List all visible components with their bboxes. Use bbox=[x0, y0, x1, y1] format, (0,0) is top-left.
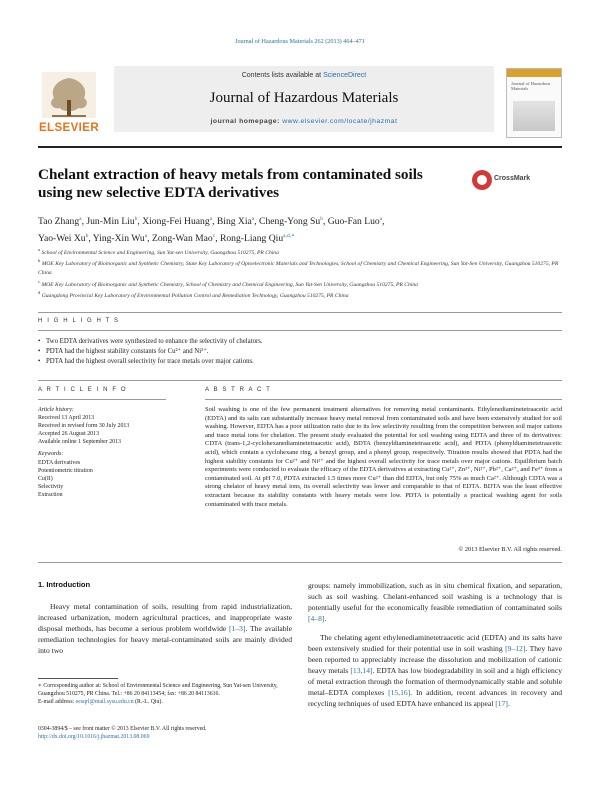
homepage-link[interactable]: www.elsevier.com/locate/jhazmat bbox=[282, 118, 398, 125]
elsevier-wordmark: ELSEVIER bbox=[38, 122, 100, 134]
journal-title: Journal of Hazardous Materials bbox=[209, 90, 399, 106]
highlights-list bbox=[38, 337, 562, 367]
cover-band bbox=[507, 69, 561, 77]
abstract-copyright: © 2013 Elsevier B.V. All rights reserved. bbox=[458, 546, 562, 553]
article-info-heading: A R T I C L E I N F O bbox=[38, 387, 128, 393]
cover-title: Journal of Hazardous Materials bbox=[511, 81, 551, 92]
crossmark-label: CrossMark bbox=[494, 175, 531, 182]
keyword[interactable]: Potentiometric titration bbox=[38, 467, 93, 474]
info-rule-bottom bbox=[38, 399, 166, 400]
highlight-item: • PDTA had the highest stability constants for Cu²⁺ and Ni²⁺. bbox=[38, 347, 562, 357]
footnote-rule bbox=[38, 678, 118, 679]
affiliation: $^a$ School of Environmental Science and Engineering, Sun Yat-sen University, Guangzhou 510275, PR China bbox=[38, 247, 279, 256]
masthead-center bbox=[114, 58, 494, 134]
sciencedirect-link[interactable]: ScienceDirect bbox=[323, 72, 367, 79]
abstract-rule-bottom bbox=[205, 399, 562, 400]
footnote-email-line: E-mail address: eesqrl@mail.sysu.edu.cn (R.-L. Qiu). bbox=[38, 699, 163, 705]
intro-paragraph: Heavy metal contamination of soils, resulting from rapid industrialization, increased urbanization, modern agricultural practices, and inappropriate waste disposal methods, has become a serious problem worldwide [1–3]. The available remediation technologies for heavy metal-contaminated soils are mainly divided into two bbox=[38, 602, 292, 655]
email-link[interactable]: eesqrl@mail.sysu.edu.cn bbox=[75, 699, 134, 705]
crossmark-badge[interactable] bbox=[472, 170, 542, 200]
citation-link[interactable]: [1–3] bbox=[229, 624, 246, 633]
abstract-rule bbox=[38, 562, 562, 563]
journal-homepage bbox=[114, 118, 494, 125]
keywords-label: Keywords: bbox=[38, 451, 64, 458]
author[interactable]: Bing Xia$^a$ bbox=[216, 216, 255, 228]
doi-link[interactable]: http://dx.doi.org/10.1016/j.jhazmat.2013.08.069 bbox=[38, 734, 150, 740]
contents-line bbox=[114, 72, 494, 79]
body-column-left bbox=[38, 580, 292, 656]
article-info bbox=[38, 406, 166, 499]
history-item: Accepted 26 August 2013 bbox=[38, 431, 100, 438]
keyword[interactable]: Selectivity bbox=[38, 483, 64, 490]
cover-image bbox=[513, 101, 555, 131]
author[interactable]: Tao Zhang$^a$ bbox=[38, 216, 82, 228]
corresponding-author-footnote bbox=[38, 682, 292, 706]
abstract-heading: A B S T R A C T bbox=[205, 387, 272, 393]
body-column-right bbox=[308, 580, 562, 709]
author[interactable]: Ying-Xin Wu$^a$ bbox=[92, 233, 148, 245]
affiliation: $^b$ MOE Key Laboratory of Bioinorganic and Synthetic Chemistry, State Key Laboratory of Optoelectronic Materials and Technologies, School of Chemistry and Chemical Engineering, Sun Yat-Sen University, Guangzhou 510275, PR China bbox=[38, 258, 559, 276]
keyword[interactable]: Extraction bbox=[38, 491, 63, 498]
author[interactable]: Guo-Fan Luo$^a$ bbox=[327, 216, 383, 228]
keyword[interactable]: Cu(II) bbox=[38, 475, 53, 482]
author-list: Tao Zhang$^a$, Jun-Min Liu$^b$, Xiong-Fei Huang$^a$, Bing Xia$^a$, Cheng-Yong Su$^b$, Guo-Fan Luo$^a$, Yao-Wei Xu$^b$, Ying-Xin Wu$^a$, Zong-Wan Mao$^c$, Rong-Liang Qiu$^{a,d,∗}$ bbox=[38, 216, 385, 245]
highlight-item: • Two EDTA derivatives were synthesized to enhance the selectivity of chelators. bbox=[38, 337, 562, 347]
author[interactable]: Xiong-Fei Huang$^a$ bbox=[142, 216, 213, 228]
running-head: Journal of Hazardous Materials 262 (2013) 464–471 bbox=[235, 38, 365, 45]
contents-prefix: Contents lists available at bbox=[241, 72, 324, 79]
citation-link[interactable]: [13,14] bbox=[350, 666, 373, 675]
section-title-introduction: 1. Introduction bbox=[38, 580, 91, 589]
crossmark-icon bbox=[472, 170, 492, 190]
elsevier-logo[interactable] bbox=[38, 72, 100, 138]
affiliation: $^d$ Guangdong Provincial Key Laboratory of Environmental Pollution Control and Remediation Technology, Guangzhou 510275, PR China bbox=[38, 289, 349, 299]
author[interactable]: Rong-Liang Qiu$^{a,d,∗}$ bbox=[219, 233, 295, 245]
history-label: Article history: bbox=[38, 407, 74, 413]
citation-link[interactable]: [9–12] bbox=[505, 644, 526, 653]
history-item: Received in revised form 30 July 2013 bbox=[38, 423, 130, 430]
issn-line: 0304-3894/$ – see front matter © 2013 Elsevier B.V. All rights reserved. bbox=[38, 726, 207, 732]
history-item: Available online 1 September 2013 bbox=[38, 439, 121, 446]
journal-cover-thumbnail[interactable] bbox=[506, 68, 562, 138]
info-rule-top bbox=[38, 380, 562, 381]
author[interactable]: Jun-Min Liu$^b$ bbox=[86, 216, 138, 228]
homepage-label: journal homepage: bbox=[210, 118, 280, 125]
author[interactable]: Zong-Wan Mao$^c$ bbox=[151, 233, 216, 245]
article-title: Chelant extraction of heavy metals from contaminated soils using new selective EDTA derivatives bbox=[38, 166, 423, 201]
affiliation: $^c$ MOE Key Laboratory of Bioinorganic and Synthetic Chemistry, School of Chemistry and Chemical Engineering, Sun Yat-Sen University, Guangzhou 510275, PR China bbox=[38, 278, 418, 288]
keyword[interactable]: EDTA derivatives bbox=[38, 459, 81, 466]
abstract-text: Soil washing is one of the few permanent treatment alternatives for removing metal contaminants. Ethylenediaminetetraacetic acid (EDTA) and its salts can substantially increase heavy metal removal from contaminated soils and have been extensively studied for soil washing. However, EDTA has a poor utilization ratio due to its low selectivity resulting from the competition between soil major cations and trace metal ions for chelation. The present study evaluated the potential for soil washing using EDTA and three of its derivatives: CDTA (trans-1,2-cyclohexanediaminetetraacetic acid), BDTA (benzyldiaminetetraacetic acid), and PDTA (phenyldiaminetetraacetic acid), which contain a cyclohexane ring, a benzyl group, and a phenyl group, respectively. Titration results showed that PDTA had the highest stability constants for Cu²⁺ and Ni²⁺ and the highest overall selectivity for trace metals over major cations. Equilibrium batch experiments were conducted to evaluate the efficacy of the EDTA derivatives at extracting Cu²⁺, Zn²⁺, Ni²⁺, Pb²⁺, Ca²⁺, and Fe³⁺ from a contaminated soil. At pH 7.0, PDTA extracted 1.5 times more Cu²⁺ than did EDTA, but only 75% as much Ca²⁺. Although CDTA was a strong chelator of heavy metal ions, its overall selectivity was lower and comparable to that of EDTA. BDTA was the least effective extractant because its stability constants with heavy metals were low. PDTA is potentially a practical washing agent for soils contaminated with trace metals. bbox=[205, 406, 562, 508]
affiliation-list bbox=[38, 246, 562, 300]
masthead-rule bbox=[38, 146, 562, 148]
citation-link[interactable]: [4–8] bbox=[308, 614, 325, 623]
highlights-rule-top bbox=[38, 312, 562, 313]
journal-masthead bbox=[38, 58, 562, 142]
intro-paragraph: groups: namely immobilization, such as in situ chemical fixation, and separation, such as soil washing. Chelant-enhanced soil washing is a technology that is potentially useful for the economically feasible remediation of contaminated soils [4–8]. bbox=[308, 581, 562, 623]
bottom-meta bbox=[38, 725, 292, 741]
history-item: Received 13 April 2013 bbox=[38, 415, 95, 422]
highlight-item: • PDTA had the highest overall selectivity for trace metals over major cations. bbox=[38, 357, 562, 367]
elsevier-tree-icon bbox=[42, 72, 96, 118]
highlights-heading: H I G H L I G H T S bbox=[38, 318, 120, 324]
highlights-rule-bottom bbox=[38, 330, 562, 331]
citation-link[interactable]: [17] bbox=[495, 699, 508, 708]
citation-link[interactable]: [15,16] bbox=[388, 688, 411, 697]
author[interactable]: Yao-Wei Xu$^b$ bbox=[38, 233, 89, 245]
author[interactable]: Cheng-Yong Su$^b$ bbox=[259, 216, 323, 228]
intro-paragraph: The chelating agent ethylenediaminetetraacetic acid (EDTA) and its salts have been extensively studied for their potential use in soil washing [9–12]. They have been reported to appreciably increase the dissolution and mobilization of cationic heavy metals [13,14]. EDTA has low biodegradability in soil and a high efficiency of metal extraction through the formation of thermodynamically stable and soluble metal–EDTA complexes [15,16]. In addition, recent advances in recovery and recycling techniques of used EDTA have enhanced its appeal [17]. bbox=[308, 633, 562, 708]
footnote-text: ∗ Corresponding author at: School of Environmental Science and Engineering, Sun Yat-sen University, Guangzhou 510275, PR China. Tel.: +86 20 84113454; fax: +86 20 84113616. bbox=[38, 683, 278, 697]
